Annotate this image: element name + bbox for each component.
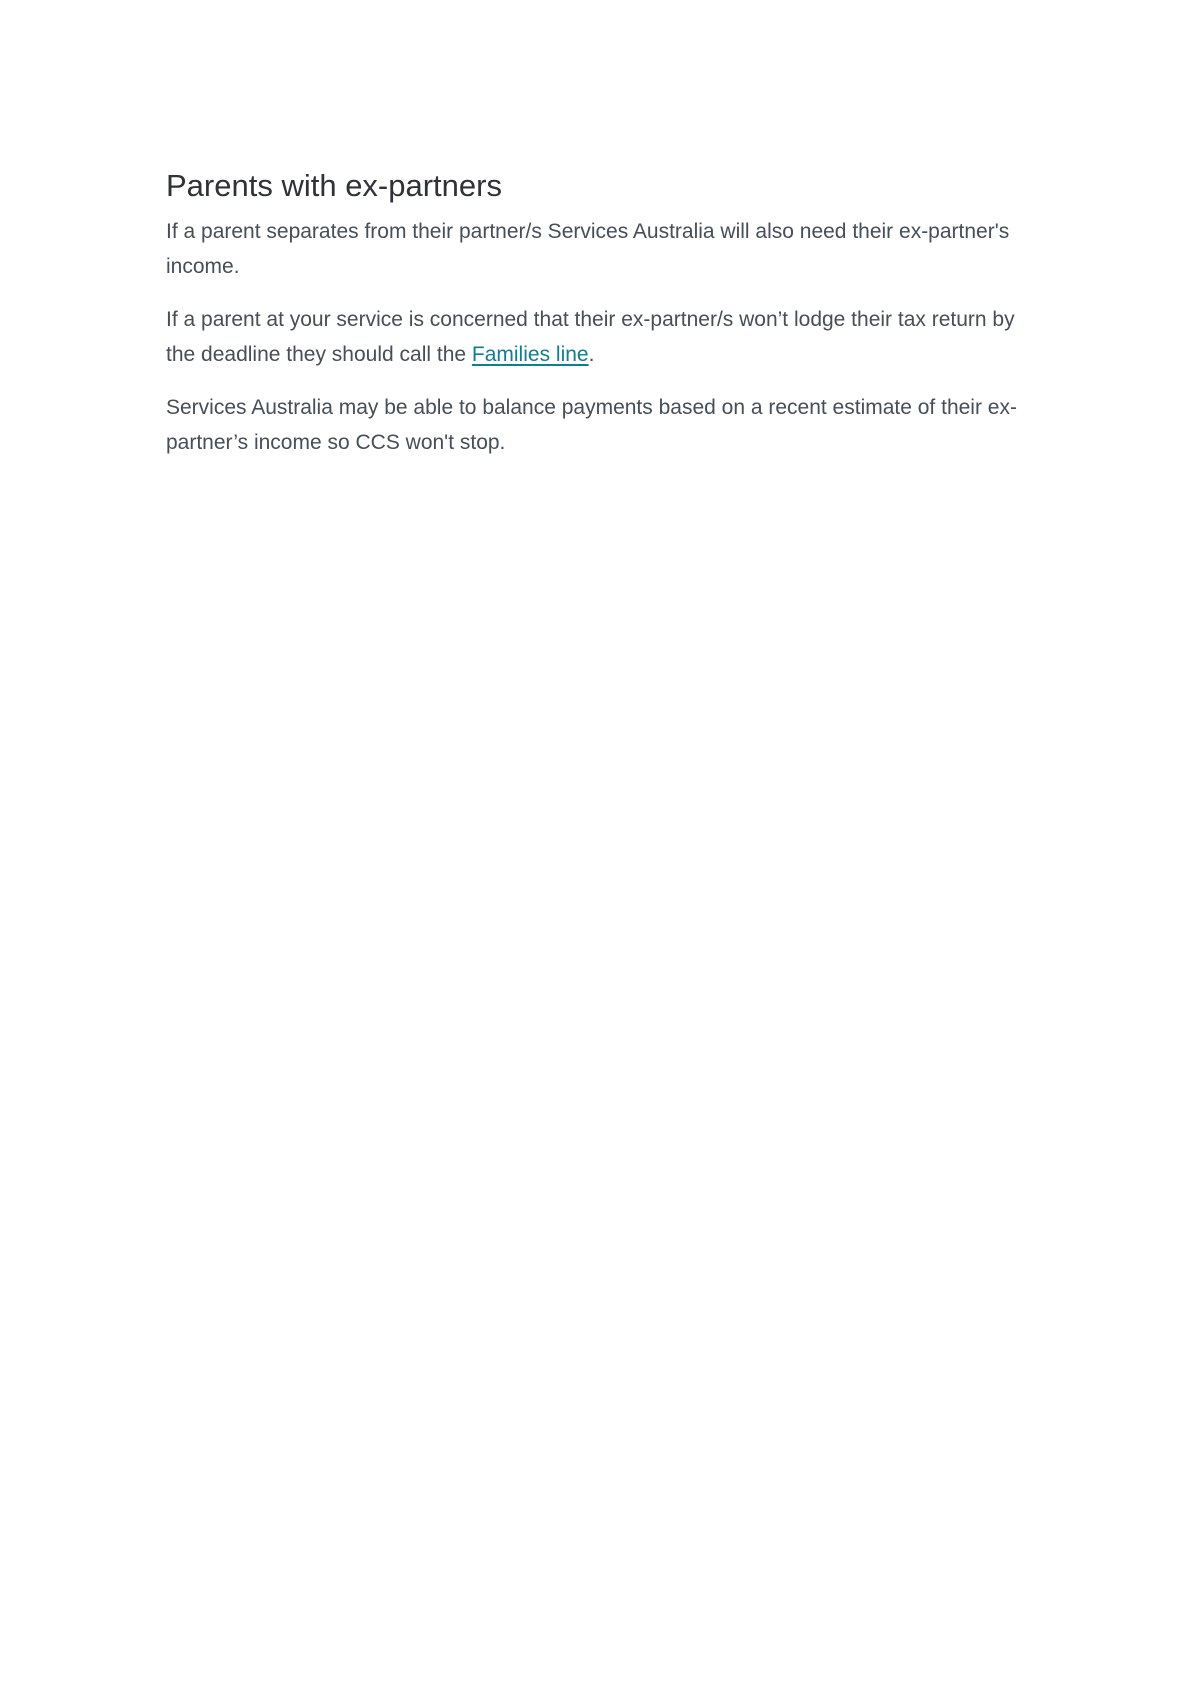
paragraph-families-line-period: . [588,343,595,367]
document-content [166,167,1028,478]
paragraph-families-line-text: If a parent at your service is concerned that their ex-partner/s won’t lodge their tax return by the deadline they should call the [166,308,1015,367]
paragraph-families-line [166,302,1028,372]
paragraph-ex-partner-income: If a parent separates from their partner/s Services Australia will also need their ex-partner's income. [166,220,1010,279]
families-line-link[interactable]: Families line [471,343,589,367]
page-title: Parents with ex-partners [166,168,502,203]
paragraph-balance-payments: Services Australia may be able to balance payments based on a recent estimate of their ex-partner’s income so CCS won't stop. [166,396,1017,455]
